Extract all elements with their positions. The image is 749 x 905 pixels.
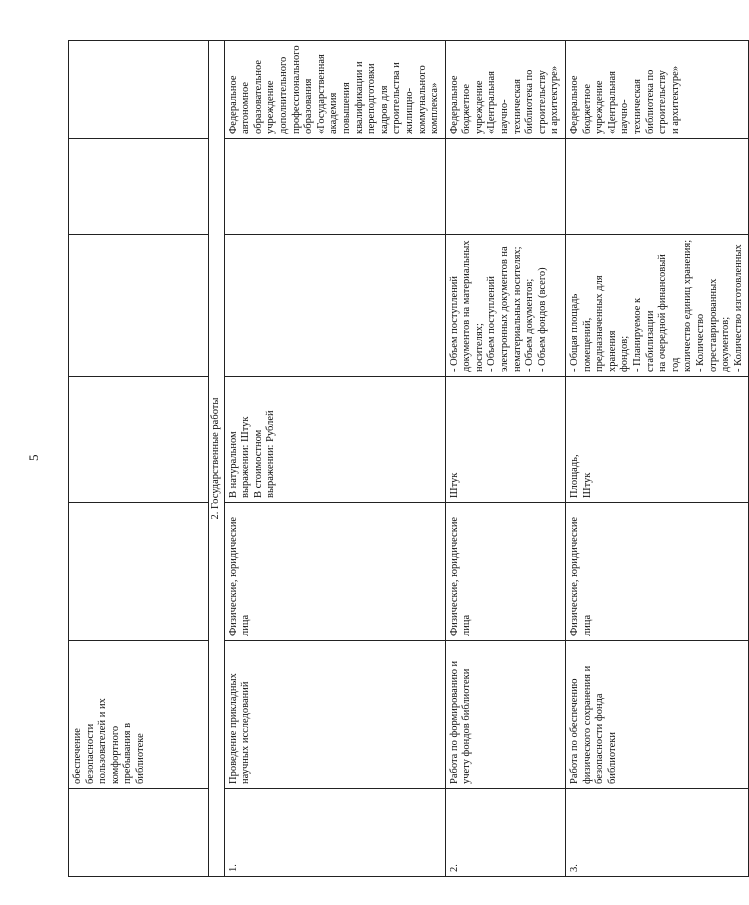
- cell-line: образовательное учреждение: [252, 60, 277, 134]
- cell-units: [69, 377, 209, 503]
- cell-line: отреставрированных: [707, 278, 719, 372]
- cell-line: строительства и жилищно-: [391, 62, 415, 134]
- cell-num: 2.: [445, 789, 565, 877]
- cell-indicators: [566, 235, 749, 377]
- cell-line: - Количество изготовленных: [732, 244, 744, 372]
- cell-line: документов на материальных: [461, 240, 473, 372]
- cell-line: научно-техническая: [499, 79, 523, 134]
- cell-name: Работа по обеспечению физического сохранения и безопасности фонда библиотеки: [566, 641, 749, 789]
- cell-consumers: Физические, юридические лица: [566, 503, 749, 641]
- cell-line: научно-техническая: [619, 79, 643, 134]
- table-row-1: [224, 41, 445, 877]
- cell-institution: [445, 41, 565, 139]
- table-row-2: [445, 41, 565, 877]
- cell-consumers: Физические, юридические лица: [224, 503, 445, 641]
- cell-line: В стоимостном: [252, 429, 264, 498]
- cell-line: носителях;: [473, 323, 485, 372]
- cell-line: Штук: [448, 472, 460, 498]
- cell-line: пребывания в: [122, 722, 134, 784]
- cell-line: фондов;: [619, 335, 631, 372]
- cell-line: библиотека по строительству: [644, 69, 669, 134]
- cell-empty: [566, 139, 749, 235]
- cell-name: Работа по формированию и учету фондов библиотеки: [445, 641, 565, 789]
- cell-line: библиотеке: [134, 733, 146, 784]
- page-number: 5: [26, 454, 41, 461]
- table-row-continuation: [69, 41, 209, 877]
- cell-line: нематериальных носителях;: [511, 246, 523, 372]
- cell-institution: [224, 41, 445, 139]
- cell-units: [224, 377, 445, 503]
- cell-line: дополнительного: [277, 56, 289, 134]
- cell-line: образования: [303, 78, 315, 134]
- cell-line: безопасности: [84, 723, 96, 784]
- cell-empty: [224, 139, 445, 235]
- cell-line: и архитектуре»: [549, 65, 561, 134]
- cell-consumers: [69, 503, 209, 641]
- cell-line: - Объем фондов (всего): [536, 267, 548, 372]
- section-header-row: [209, 41, 225, 877]
- cell-line: комфортного: [109, 725, 121, 784]
- cell-empty: [69, 139, 209, 235]
- cell-line: на очередной финансовый год: [657, 254, 681, 372]
- cell-line: электронных документов на: [499, 246, 511, 372]
- cell-line: выражении: Штук: [240, 416, 252, 498]
- cell-line: профессионального: [290, 45, 302, 134]
- cell-line: выражении: Рублей: [265, 410, 277, 498]
- cell-line: Федеральное бюджетное: [569, 75, 593, 134]
- cell-line: библиотека по строительству: [524, 69, 548, 134]
- cell-line: обеспечение: [72, 728, 83, 784]
- cell-line: предназначенных для хранения: [594, 275, 618, 372]
- cell-line: повышения квалификации и: [340, 61, 365, 134]
- cell-institution: [566, 41, 749, 139]
- services-table: [68, 41, 744, 877]
- cell-empty: [445, 139, 565, 235]
- cell-line: Площадь,: [569, 454, 581, 498]
- cell-line: Федеральное бюджетное: [448, 75, 473, 134]
- cell-line: коммунального комплекса»: [416, 65, 441, 134]
- cell-line: - Объем документов;: [524, 278, 536, 372]
- cell-line: количество единиц хранения;: [682, 239, 694, 372]
- cell-units: [566, 377, 749, 503]
- cell-line: «Государственная академия: [315, 54, 340, 134]
- cell-indicators: [224, 235, 445, 377]
- cell-line: Штук: [581, 472, 593, 498]
- cell-line: и архитектуре»: [669, 65, 681, 134]
- table-row-3: [566, 41, 749, 877]
- cell-line: учреждение «Центральная: [594, 71, 618, 134]
- cell-institution: [69, 41, 209, 139]
- cell-line: - Объем поступлений: [486, 275, 498, 372]
- cell-line: переподготовки кадров для: [366, 63, 390, 134]
- cell-line: - Планируемое к стабилизации: [632, 297, 656, 372]
- cell-num: [69, 789, 209, 877]
- cell-line: В натуральном: [227, 431, 239, 498]
- cell-line: - Количество: [694, 313, 706, 372]
- cell-line: - Объем поступлений: [448, 275, 460, 372]
- cell-units: [445, 377, 565, 503]
- cell-consumers: Физические, юридические лица: [445, 503, 565, 641]
- cell-line: Федеральное автономное: [227, 75, 252, 134]
- cell-line: документов;: [720, 316, 732, 372]
- cell-line: учреждение «Центральная: [473, 71, 498, 134]
- table-grid: [68, 40, 749, 877]
- cell-indicators: [69, 235, 209, 377]
- section-header: 2. Государственные работы: [209, 41, 225, 877]
- cell-num: 1.: [224, 789, 445, 877]
- cell-line: - Общая площадь помещений,: [569, 293, 593, 372]
- cell-num: 3.: [566, 789, 749, 877]
- cell-name: [69, 641, 209, 789]
- cell-name: Проведение прикладных научных исследований: [224, 641, 445, 789]
- cell-indicators: [445, 235, 565, 377]
- cell-line: пользователей и их: [97, 698, 109, 784]
